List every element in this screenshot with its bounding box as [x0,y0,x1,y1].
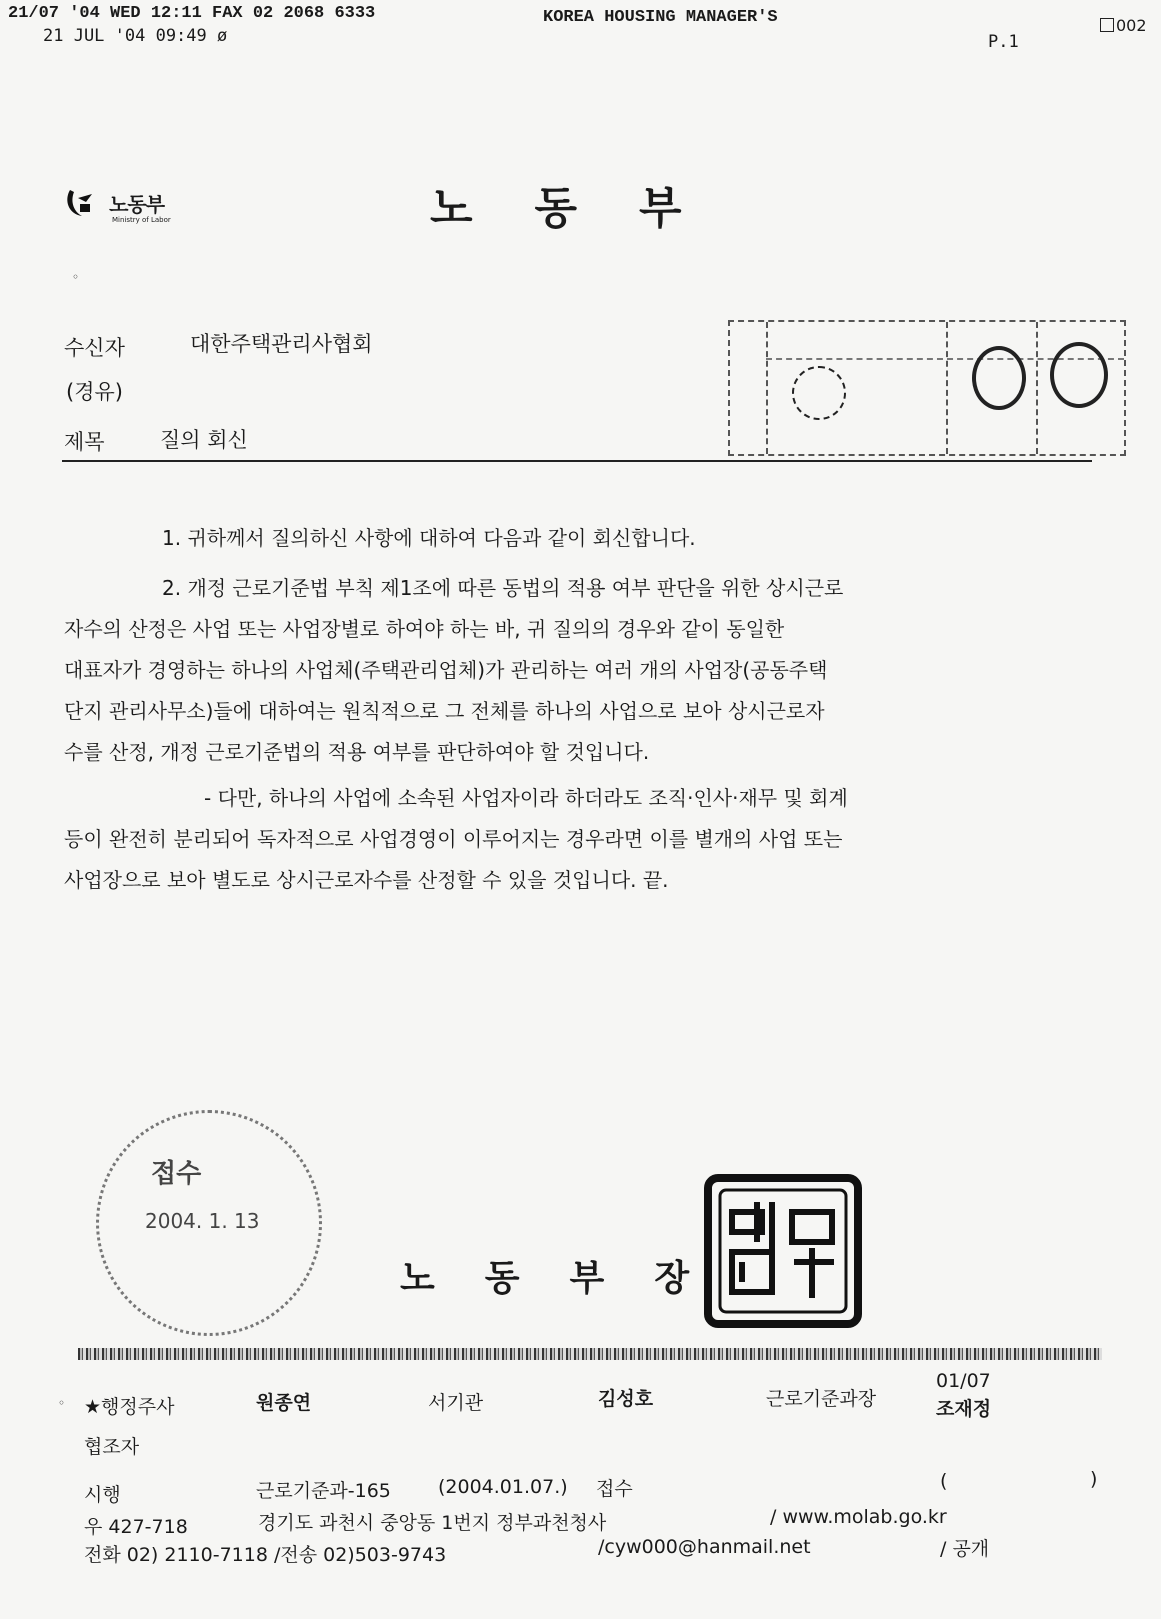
approver-role-2: 서기관 [428,1392,484,1414]
paragraph-2-line: 자수의 산정은 사업 또는 사업장별로 하여야 하는 바, 귀 질의의 경우와 같이 동일한 [64,617,785,641]
logo-text: 노동부 [109,192,165,217]
header-rule [62,460,1092,462]
paragraph-3-line: - 다만, 하나의 사업에 소속된 사업자이라 하더라도 조직·인사·재무 및 회계 [204,786,848,810]
document-title: 노동부 [430,183,744,234]
fax-page-label: P.1 [988,32,1019,52]
paragraph-2-line: 대표자가 경영하는 하나의 사업체(주택관리업체)가 관리하는 여러 개의 사업장(공동주택 [64,658,828,682]
fax-header-line2: 21 JUL '04 09:49 ø [43,26,228,46]
receipt-label: 접수 [596,1478,633,1500]
paragraph-3 [64,778,848,901]
fax-icon [1100,18,1114,32]
address: 경기도 과천시 중앙동 1번지 정부과천청사 [258,1512,607,1534]
bullet-mark: ◦ [58,1396,66,1410]
approval-stamp-box [728,320,1126,456]
fax-page-count: 002 [1100,16,1147,35]
receipt-stamp-label: 접수 [151,1159,202,1189]
paragraph-2-line: 수를 산정, 개정 근로기준법의 적용 여부를 판단하여야 할 것입니다. [64,740,650,764]
ministry-logo [64,186,171,224]
logo-subtext: Ministry of Labor [112,216,171,224]
approver-name-1: 원종연 [256,1392,312,1414]
ministry-emblem-icon [64,186,104,220]
document-date: (2004.01.07.) [438,1476,568,1498]
paragraph-3-line: 등이 완전히 분리되어 독자적으로 사업경영이 이루어지는 경우라면 이를 별개의 사업 또는 [64,827,843,851]
paragraph-2-line: 2. 개정 근로기준법 부칙 제1조에 따른 동법의 적용 여부 판단을 위한 상시근로 [162,576,844,600]
disclosure-status: / 공개 [940,1538,990,1560]
approval-seal-icon [1050,342,1108,408]
bullet-mark: ◦ [72,270,80,284]
approver-role-1: ★행정주사 [84,1396,175,1418]
receipt-stamp [96,1110,322,1336]
minister-signature: 노동부장 [400,1258,740,1299]
website: / www.molab.go.kr [770,1506,947,1528]
email: /cyw000@hanmail.net [598,1536,811,1558]
paren-open: ( [940,1470,948,1492]
approval-date: 01/07 [936,1370,991,1392]
official-seal-icon [702,1172,864,1330]
phone-fax: 전화 02) 2110-7118 /전송 02)503-9743 [84,1544,447,1566]
execution-label: 시행 [84,1484,121,1506]
fax-header-sender: KOREA HOUSING MANAGER'S [543,8,778,27]
paragraph-3-line: 사업장으로 보아 별도로 상시근로자수를 산정할 수 있을 것입니다. 끝. [64,868,669,892]
fax-header-line1: 21/07 '04 WED 12:11 FAX 02 2068 6333 [8,4,376,23]
document-number: 근로기준과-165 [256,1480,391,1502]
via-label: (경유) [66,380,123,404]
approval-seal-icon [792,366,846,420]
cooperator-label: 협조자 [84,1436,140,1458]
approver-role-3: 근로기준과장 [766,1388,877,1410]
paren-close: ) [1090,1468,1098,1490]
recipient-value: 대한주택관리사협회 [190,332,373,356]
postal-code: 우 427-718 [84,1516,188,1538]
subject-value: 질의 회신 [160,428,248,452]
approval-seal-icon [972,346,1026,410]
approver-name-2: 김성호 [598,1388,654,1410]
recipient-label: 수신자 [64,336,125,360]
receipt-stamp-date: 2004. 1. 13 [145,1209,260,1233]
paragraph-1: 1. 귀하께서 질의하신 사항에 대하여 다음과 같이 회신합니다. [162,526,696,550]
approver-name-3: 조재정 [936,1398,992,1420]
paragraph-2-line: 단지 관리사무소)들에 대하여는 원칙적으로 그 전체를 하나의 사업으로 보아 상시근로자 [64,699,825,723]
paragraph-2 [64,568,843,773]
subject-label: 제목 [64,430,105,454]
divider-bar [78,1348,1102,1360]
